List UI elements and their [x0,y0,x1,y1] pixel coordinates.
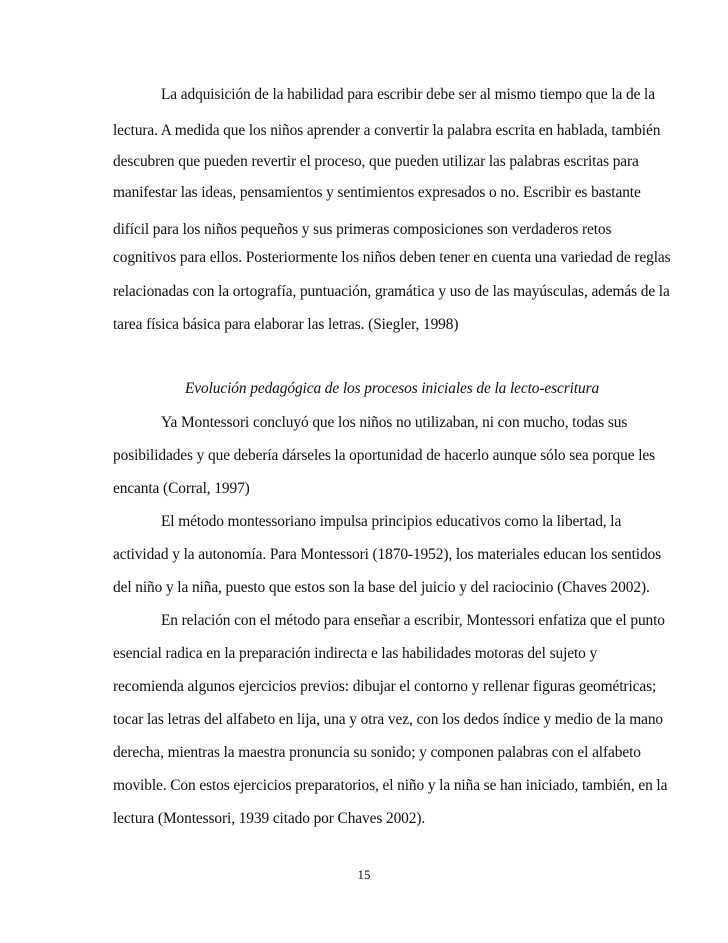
paragraph-line: posibilidades y que debería dárseles la oportunidad de hacerlo aunque sólo sea porque les [113,447,655,464]
paragraph-line: recomienda algunos ejercicios previos: dibujar el contorno y rellenar figuras geométricas; [113,678,657,695]
paragraph-line: actividad y la autonomía. Para Montessori (1870-1952), los materiales educan los sentidos [113,546,662,563]
paragraph-line: lectura (Montessori, 1939 citado por Chaves 2002). [113,810,426,827]
paragraph-line: cognitivos para ellos. Posteriormente los niños deben tener en cuenta una variedad de reglas [113,249,671,266]
paragraph-line: difícil para los niños pequeños y sus primeras composiciones son verdaderos retos [113,221,612,238]
paragraph-line: En relación con el método para enseñar a escribir, Montessori enfatiza que el punto [161,612,665,629]
paragraph-line: del niño y la niña, puesto que estos son la base del juicio y del raciocinio (Chaves 2002). [113,579,650,596]
paragraph-line: El método montessoriano impulsa principios educativos como la libertad, la [161,513,622,530]
paragraph-line: tocar las letras del alfabeto en lija, una y otra vez, con los dedos índice y medio de la mano [113,711,664,728]
paragraph-line: descubren que pueden revertir el proceso, que pueden utilizar las palabras escritas para [113,153,639,170]
paragraph-line: La adquisición de la habilidad para escribir debe ser al mismo tiempo que la de la [161,86,655,103]
page-number: 15 [357,867,371,882]
paragraph-line: relacionadas con la ortografía, puntuación, gramática y uso de las mayúsculas, además de la [113,283,670,300]
paragraph-line: lectura. A medida que los niños aprender a convertir la palabra escrita en hablada, también [113,122,661,139]
paragraph-line: esencial radica en la preparación indirecta e las habilidades motoras del sujeto y [113,645,598,662]
paragraph-line: encanta (Corral, 1997) [113,480,250,497]
paragraph-line: movible. Con estos ejercicios preparatorios, el niño y la niña se han iniciado, también, en la [113,777,668,794]
section-heading: Evolución pedagógica de los procesos iniciales de la lecto-escritura [185,380,600,397]
paragraph-line: manifestar las ideas, pensamientos y sentimientos expresados o no. Escribir es bastante [113,184,641,201]
paragraph-line: derecha, mientras la maestra pronuncia su sonido; y componen palabras con el alfabeto [113,744,641,761]
paragraph-line: Ya Montessori concluyó que los niños no utilizaban, ni con mucho, todas sus [161,414,628,431]
paragraph-line: tarea física básica para elaborar las letras. (Siegler, 1998) [113,316,459,333]
